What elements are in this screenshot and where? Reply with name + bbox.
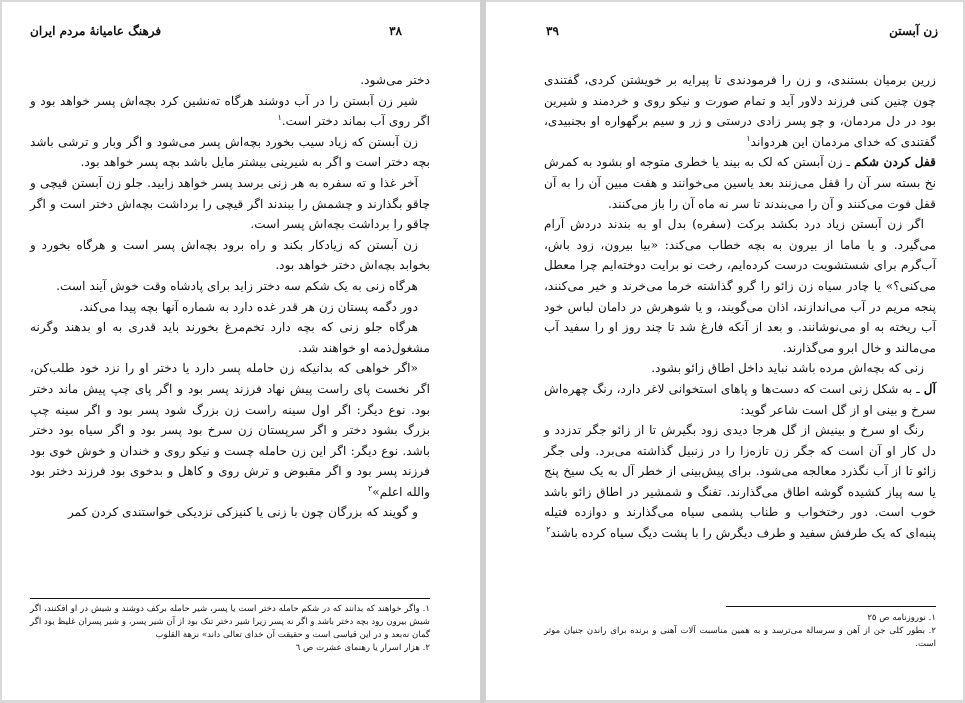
paragraph: «اگر خواهی که بدانیکه زن حامله پسر دارد یا دختر او را نزد خود طلب‌کن، اگر نخست پای راست پیش نهاد فرزند پسر بود و اگر پای چپ پیش ماند دختر بود. نوع دیگر: اگر اول سینه راست زن بزرگ شود پسر بود و اگر سینه چپ بزرگ بشود دختر و اگر سرپستان زن سرخ بود پسر بود و اگر سیاه بود دختر باشد. نوع دیگر: اگر این زن حامله چست و نیکو روی و خندان و خوش خوی بود فرزند پسر بود و اگر مقبوض و ترش روی و کاهل و بدخوی بود فرزند دختر بود والله اعلم»$^٢$ xyxy=(30,361,430,499)
paragraph: زن آبستن که زیاد سیب بخورد بچه‌اش پسر می‌شود و اگر وبار و ترشی باشد بچه دختر است و اگر به شیرینی بیشتر مایل باشد بچه پسر خواهد بود. xyxy=(30,134,430,170)
footnote-rule xyxy=(30,598,430,599)
footnote-mark: ٢ xyxy=(368,483,373,493)
paragraph: و گویند که بزرگان چون با زنی یا کنیزکی نزدیکی خواستندی کردن کمر xyxy=(67,505,418,520)
paragraph: زرین برمیان بستندی، و زن را فرمودندی تا پیرایه بر خویشتن کردی، گفتندی چون چنین کنی فرزند دلاور آید و تمام صورت و نیکو روی و خردمند و شیرین بود در دل مردمان، و چو پسر زادی درستی و زر و سیم برگهواره او بجنبیدی، گفتندی که خدای مردمان این هردواند$^١$ xyxy=(544,73,936,149)
paragraph: دختر می‌شود. xyxy=(360,73,430,87)
footnote: ٢. هزار اسرار یا رهنمای عشرت ص ٦ xyxy=(295,643,430,653)
footnote-mark: ٢ xyxy=(546,525,551,534)
paragraph: زن آبستن که زیادکار بکند و راه برود بچه‌اش پسر است و هرگاه بخورد و بخوابد بچه‌اش دختر خواهد بود. xyxy=(30,237,430,273)
footnote-mark: ١ xyxy=(277,113,282,123)
footnote: ١. نوروزنامه ص ٢٥ xyxy=(867,613,936,623)
paragraph: قفل کردن شکم ـ زن آبستن که لک به بیند یا خطری متوجه او بشود به کمرش نخ بسته سر آن را قفل می‌زنند بعد یاسین می‌خوانند و هفت مبین آن را به آن قفل فوت می‌کنند و آن را می‌بندند تا سر نه ماه آن را باز می‌کنند. xyxy=(544,155,937,211)
right-page-number: ٣٩ xyxy=(546,24,559,38)
paragraph: اگر زن آبستن زیاد درد بکشد برکت (سفره) بدل او به بندند دردش آرام می‌گیرد. و یا ماما از بیرون به بچه خطاب می‌کند: «بیا بیرون، زود باش، آب‌گرم برای شستشویت درست کرده‌ایم، رخت نو برایت دوخته‌ایم چرا معطل می‌کنی؟» یا چادر سیاه زن زائو را گرو گذاشته خرما می‌خرند و خیر می‌کنند، پنجه مریم در آب می‌اندازند، اذان می‌گویند، و یا شوهرش در دامان لباس خود آب ریخته به او می‌نوشانند. و بعد از آنکه فارغ شد تا چند روز او را سفید آب می‌مالند و خال ابرو می‌گذارند. xyxy=(544,217,936,355)
paragraph: رنگ او سرخ و بینیش از گل هرجا دیدی زود بگیرش تا از زائو جگر تدزدد و دل کار او آن است که جگر زن تازه‌زا را در زنبیل گذاشته می‌برد. ولی جگر زائو تا از آب نگذرد معالجه می‌شود. برای پیش‌بینی از خطر آل به یک سیخ پنج یا سه پیاز کشیده گوشه اطاق می‌گذارند. تفنگ و شمشیر در اطاق زائو باشد خوب است. دور رختخواب و طناب پشمی سیاه می‌گذارند و دوازده فتیله پنبه‌ای که یک طرفش سفید و طرف دیگرش را با پشت دیگ سیاه کرده باشند$^٢$ xyxy=(544,423,936,541)
paragraph: آخر غذا و ته سفره به هر زنی برسد پسر خواهد زایید. جلو زن آبستن قیچی و چاقو بگذارند و چشمش را ببندند اگر قیچی را برداشت بچه‌اش دختر است و اگر چاقو را برداشت بچه‌اش پسر است. xyxy=(30,175,430,232)
footnote: ١. واگر خواهند که بدانند که در شکم حامله دختر است یا پسر، شیر حامله برکف دوشند و شیش در او افکنند، اگر شیش بیرون رود بچه دختر باشد و اگر نه پسر زیرا شیر دختر تنک بود از آن شیر پسر، و شیر پسران غلیظ بود اگر گمان نه‌بعد و در این قیاسی است و حقیقت آن خدای تعالی داند» نزهة القلوب xyxy=(30,604,430,640)
footnote-mark: ١ xyxy=(746,133,751,143)
left-page-number: ٣٨ xyxy=(389,24,402,38)
footnote-rule xyxy=(726,606,936,607)
left-footnotes xyxy=(30,603,430,655)
paragraph: شیر زن آبستن را در آب دوشند هرگاه ته‌نشین کرد بچه‌اش پسر خواهد بود و اگر روی آب بماند دختر است.$^١$ xyxy=(30,93,430,129)
paragraph: زنی که بچه‌اش مرده باشد نباید داخل اطاق زائو بشود. xyxy=(651,361,924,376)
paragraph: هرگاه جلو زنی که بچه دارد تخم‌مرغ بخورند باید قدری به او بدهند وگرنه مشغول‌ذمه او خواهند شد. xyxy=(30,320,430,355)
section-heading: آل xyxy=(923,381,937,396)
right-page xyxy=(486,2,963,700)
paragraph: آل ـ به شکل زنی است که دست‌ها و پاهای استخوانی لاغر دارد، رنگ چهره‌اش سرخ و بینی او از گل است شاعر گوید: xyxy=(544,381,937,417)
paragraph: دور دگمه پستان زن هر قدر غده دارد به شماره آنها بچه پیدا می‌کند. xyxy=(79,299,418,314)
right-footnotes xyxy=(544,612,936,651)
left-body-text xyxy=(30,70,430,523)
right-running-title: زن آبستن xyxy=(889,24,938,38)
footnote: ٢. بطور کلی جن از آهن و سرسالة می‌ترسد و به همین مناسبت آلات آهنی و برنده برای راندن جنیان موثر است. xyxy=(544,626,936,649)
left-running-title: فرهنگ عامیانهٔ مردم ایران xyxy=(30,24,162,38)
paragraph: هرگاه زنی به یک شکم سه دختر زاید برای پادشاه وقت خوش آیند است. xyxy=(56,278,418,293)
left-page xyxy=(2,2,480,700)
right-body-text xyxy=(544,70,936,544)
section-heading: قفل کردن شکم xyxy=(854,155,937,170)
